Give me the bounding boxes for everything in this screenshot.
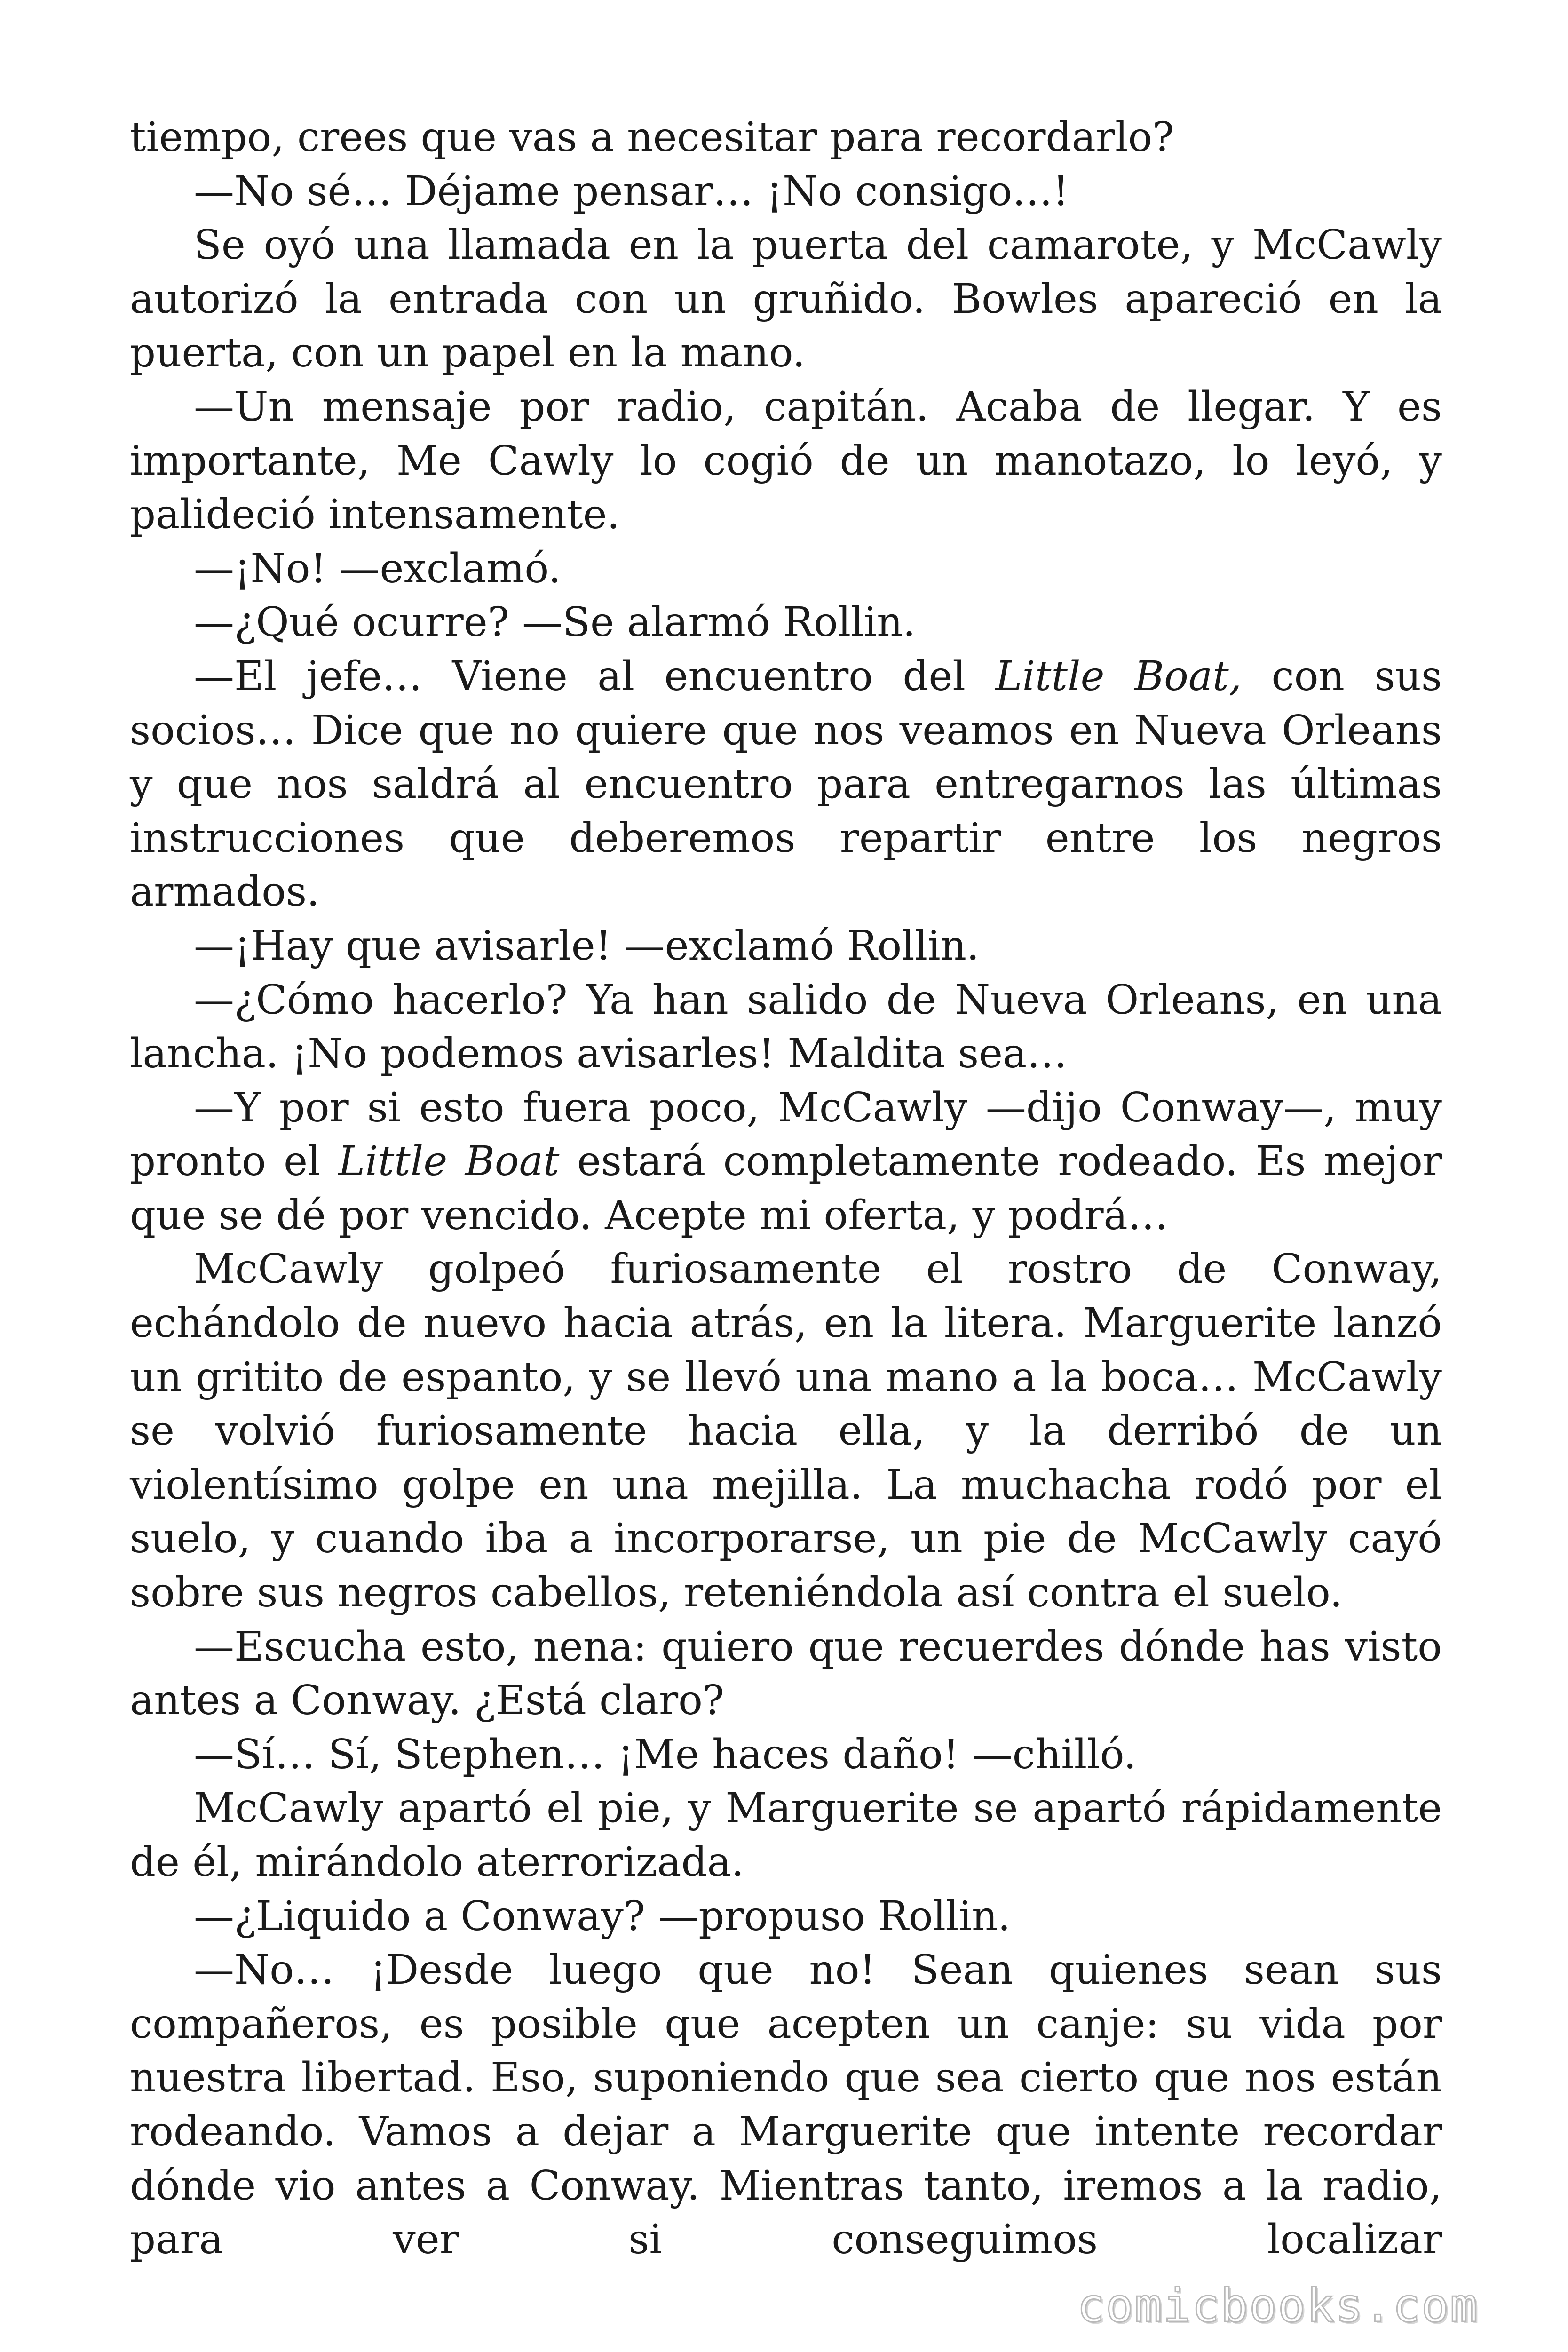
paragraph: —¡Hay que avisarle! —exclamó Rollin. bbox=[194, 922, 980, 969]
paragraph: —El jefe… Viene al encuentro del Little Boat, con sus socios… Dice que no quiere que nos veamos en Nueva Orleans y que nos saldrá al encuentro para entregarnos las últimas instrucciones que deberemos repartir entre los negros armados. bbox=[130, 652, 1442, 916]
paragraph: —¿Qué ocurre? —Se alarmó Rollin. bbox=[194, 599, 916, 646]
paragraph: —No sé… Déjame pensar… ¡No consigo…! bbox=[194, 167, 1069, 215]
paragraph: —¿Liquido a Conway? —propuso Rollin. bbox=[194, 1892, 1011, 1940]
paragraph: Se oyó una llamada en la puerta del camarote, y McCawly autorizó la entrada con un gruñido. Bowles apareció en la puerta, con un papel en la mano. bbox=[130, 222, 1442, 377]
body-text bbox=[130, 111, 1442, 2267]
paragraph: McCawly apartó el pie, y Marguerite se apartó rápidamente de él, mirándolo aterrorizada. bbox=[130, 1785, 1442, 1886]
paragraph: —¡No! —exclamó. bbox=[194, 545, 561, 592]
paragraph-continuation: tiempo, crees que vas a necesitar para recordarlo? bbox=[130, 114, 1174, 161]
watermark: comicbooks.com bbox=[1077, 2279, 1479, 2333]
paragraph: —Un mensaje por radio, capitán. Acaba de llegar. Y es importante, Me Cawly lo cogió de un manotazo, lo leyó, y palideció intensamente. bbox=[130, 383, 1442, 539]
italic-ship-name: Little Boat bbox=[338, 1138, 560, 1185]
paragraph-continues-next-page: —No… ¡Desde luego que no! Sean quienes sean sus compañeros, es posible que acepten un canje: su vida por nuestra libertad. Eso, suponiendo que sea cierto que nos están rodeando. Vamos a dejar a Marguerite que intente recordar dónde vio antes a Conway. Mientras tanto, iremos a la radio, para ver si conseguimos localizar bbox=[130, 1947, 1442, 2264]
paragraph: —Sí… Sí, Stephen… ¡Me haces daño! —chilló. bbox=[194, 1731, 1137, 1778]
paragraph: —Escucha esto, nena: quiero que recuerdes dónde has visto antes a Conway. ¿Está claro? bbox=[130, 1623, 1442, 1724]
paragraph: —Y por si esto fuera poco, McCawly —dijo Conway—, muy pronto el Little Boat estará completamente rodeado. Es mejor que se dé por vencido. Acepte mi oferta, y podrá… bbox=[130, 1084, 1442, 1239]
paragraph: —¿Cómo hacerlo? Ya han salido de Nueva Orleans, en una lancha. ¡No podemos avisarles! Maldita sea… bbox=[130, 976, 1442, 1078]
italic-ship-name: Little Boat, bbox=[995, 652, 1242, 700]
paragraph: McCawly golpeó furiosamente el rostro de Conway, echándolo de nuevo hacia atrás, en la litera. Marguerite lanzó un gritito de espanto, y se llevó una mano a la boca… McCawly se volvió furiosamente hacia ella, y la derribó de un violentísimo golpe en una mejilla. La muchacha rodó por el suelo, y cuando iba a incorporarse, un pie de McCawly cayó sobre sus negros cabellos, reteniéndola así contra el suelo. bbox=[130, 1246, 1442, 1617]
